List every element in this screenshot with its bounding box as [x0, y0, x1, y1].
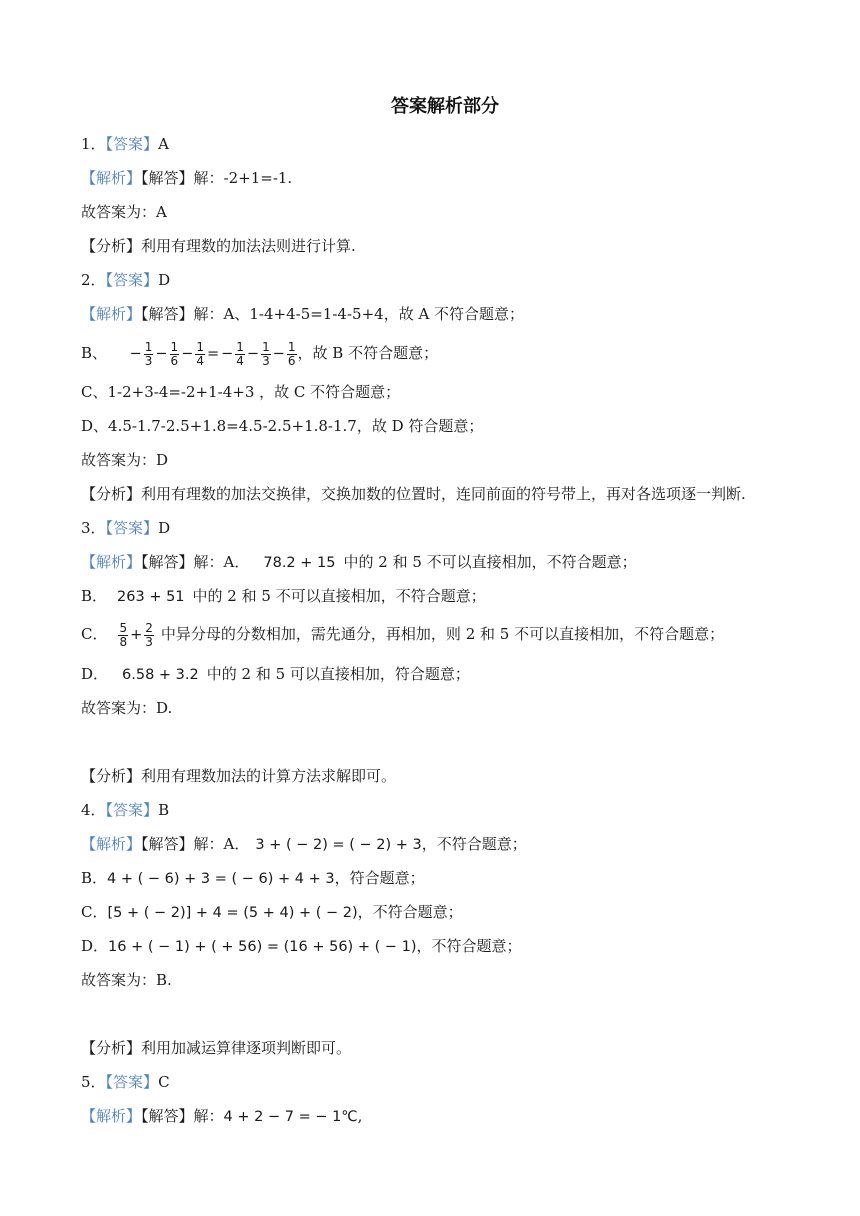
note-tag: 【分析】 [81, 767, 142, 785]
answer-value: D [158, 519, 171, 537]
answer-value: A [158, 135, 169, 153]
b-math: 4 + ( − 6) + 3 = ( − 6) + 4 + 3 [107, 871, 335, 887]
note-text: 利用加减运算律逐项判断即可。 [141, 1039, 352, 1057]
answer-tag: 【答案】 [105, 135, 159, 153]
analysis-tag: 【解析】 [81, 169, 142, 187]
d-suffix: 中的 2 和 5 可以直接相加，符合题意； [206, 665, 470, 683]
item-1-answer-line [81, 133, 169, 155]
answer-tag: 【答案】 [105, 801, 159, 819]
minus-sign: − [246, 346, 260, 362]
a-prefix: 解：A． [193, 553, 250, 571]
minus-sign: − [181, 346, 194, 362]
fraction-1-3: $\frac{1}{3}$ [262, 339, 270, 368]
a-suffix: , [357, 1107, 363, 1125]
item-2-c-line: C、1-2+3-4=-2+1-4+3 ，故 C 不符合题意； [81, 383, 401, 401]
item-2-answer-line [81, 269, 170, 291]
page-title: 答案解析部分 [391, 96, 499, 117]
item-number: 1． [81, 135, 106, 153]
item-1-note-line [81, 235, 356, 257]
plus-sign: + [130, 627, 143, 643]
item-4-note-line [81, 1037, 351, 1059]
solution-tag: 【解答】 [141, 169, 194, 187]
a-suffix: ，不符合题意； [421, 835, 527, 853]
a-prefix: 解：A． [193, 835, 250, 853]
d-prefix: D． [81, 665, 109, 683]
item-3-final-line: 故答案为：D. [81, 699, 173, 717]
minus-sign: − [129, 346, 142, 362]
a-math: 78.2 + 15 [263, 555, 336, 571]
item-5-answer-line [81, 1071, 170, 1093]
c-prefix: C． [81, 625, 108, 643]
note-tag: 【分析】 [81, 485, 142, 503]
note-text: 利用有理数的加法法则进行计算. [141, 237, 356, 255]
item-2-solution-line [81, 303, 524, 325]
item-2-b-line [81, 338, 438, 369]
b-prefix: B． [81, 587, 108, 605]
d-math: 6.58 + 3.2 [122, 667, 199, 683]
item-4-a-line [81, 833, 527, 856]
a-math: 4 + 2 − 7 = − 1℃ [223, 1109, 358, 1125]
item-3-note-line [81, 765, 396, 787]
item-1-final-line: 故答案为：A [81, 203, 167, 221]
b-suffix: ，故 B 不符合题意； [297, 344, 439, 362]
fraction-1-3: $\frac{1}{3}$ [144, 339, 153, 368]
answer-value: D [158, 271, 171, 289]
fraction-1-4: $\frac{1}{4}$ [196, 339, 204, 368]
item-4-final-line: 故答案为：B. [81, 971, 172, 989]
item-number: 5． [81, 1073, 106, 1091]
item-4-b-line [81, 867, 425, 890]
solution-tag: 【解答】 [141, 553, 194, 571]
item-3-a-line [81, 551, 637, 574]
solution-tag: 【解答】 [141, 1107, 194, 1125]
analysis-tag: 【解析】 [81, 1107, 142, 1125]
item-1-solution-line [81, 167, 292, 189]
answer-value: C [158, 1073, 170, 1091]
d-math: 16 + ( − 1) + ( + 56) = (16 + 56) + ( − 1) [108, 939, 417, 955]
fraction-1-6: $\frac{1}{6}$ [170, 339, 179, 368]
solution-text: 解：-2+1=-1. [193, 169, 293, 187]
c-suffix: ，不符合题意； [357, 903, 463, 921]
fraction-2-3: $\frac{2}{3}$ [145, 620, 153, 649]
minus-sign: − [272, 346, 285, 362]
analysis-tag: 【解析】 [81, 305, 142, 323]
a-prefix: 解： [193, 1107, 224, 1125]
d-prefix: D． [81, 937, 109, 955]
c-suffix: 中异分母的分数相加，需先通分，再相加，则 2 和 5 不可以直接相加，不符合题意； [160, 625, 725, 643]
item-3-answer-line [81, 517, 170, 539]
b-suffix: ，符合题意； [334, 869, 425, 887]
item-2-final-line: 故答案为：D [81, 451, 169, 469]
minus-sign: − [221, 346, 234, 362]
analysis-tag: 【解析】 [81, 553, 142, 571]
b-suffix: 中的 2 和 5 不可以直接相加，不符合题意； [192, 587, 486, 605]
fraction-5-8: $\frac{5}{8}$ [119, 620, 128, 649]
item-4-d-line [81, 935, 522, 958]
item-2-d-line: D、4.5-1.7-2.5+1.8=4.5-2.5+1.8-1.7，故 D 符合题意； [81, 417, 484, 435]
item-2-note-line [81, 483, 746, 505]
b-prefix: B． [81, 869, 108, 887]
item-3-d-line [81, 663, 470, 686]
fraction-1-6: $\frac{1}{6}$ [287, 339, 296, 368]
b-math: 263 + 51 [117, 589, 185, 605]
solution-tag: 【解答】 [141, 835, 194, 853]
analysis-tag: 【解析】 [81, 835, 142, 853]
answer-tag: 【答案】 [105, 1073, 159, 1091]
fraction-1-4: $\frac{1}{4}$ [236, 339, 244, 368]
solution-text: 解：A、1-4+4-5=1-4-5+4，故 A 不符合题意； [193, 305, 525, 323]
item-number: 3． [81, 519, 106, 537]
item-4-c-line [81, 901, 463, 924]
b-prefix: B、 [81, 344, 108, 362]
note-text: 利用有理数加法的计算方法求解即可。 [141, 767, 397, 785]
note-text: 利用有理数的加法交换律，交换加数的位置时，连同前面的符号带上，再对各选项逐一判断. [141, 485, 746, 503]
item-5-a-line [81, 1105, 362, 1128]
answer-tag: 【答案】 [105, 271, 159, 289]
c-math: [5 + ( − 2)] + 4 = (5 + 4) + ( − 2) [107, 905, 358, 921]
item-3-c-line [81, 619, 724, 650]
item-4-answer-line [81, 799, 169, 821]
answer-tag: 【答案】 [105, 519, 159, 537]
item-3-b-line [81, 585, 486, 608]
note-tag: 【分析】 [81, 1039, 142, 1057]
d-suffix: ，不符合题意； [416, 937, 522, 955]
item-number: 4． [81, 801, 106, 819]
item-number: 2． [81, 271, 106, 289]
a-suffix: 中的 2 和 5 不可以直接相加，不符合题意； [343, 553, 637, 571]
c-prefix: C． [81, 903, 108, 921]
solution-tag: 【解答】 [141, 305, 194, 323]
equals-sign: = [206, 346, 220, 362]
a-math: 3 + ( − 2) = ( − 2) + 3 [255, 837, 422, 853]
note-tag: 【分析】 [81, 237, 142, 255]
minus-sign: − [155, 346, 168, 362]
answer-value: B [158, 801, 170, 819]
